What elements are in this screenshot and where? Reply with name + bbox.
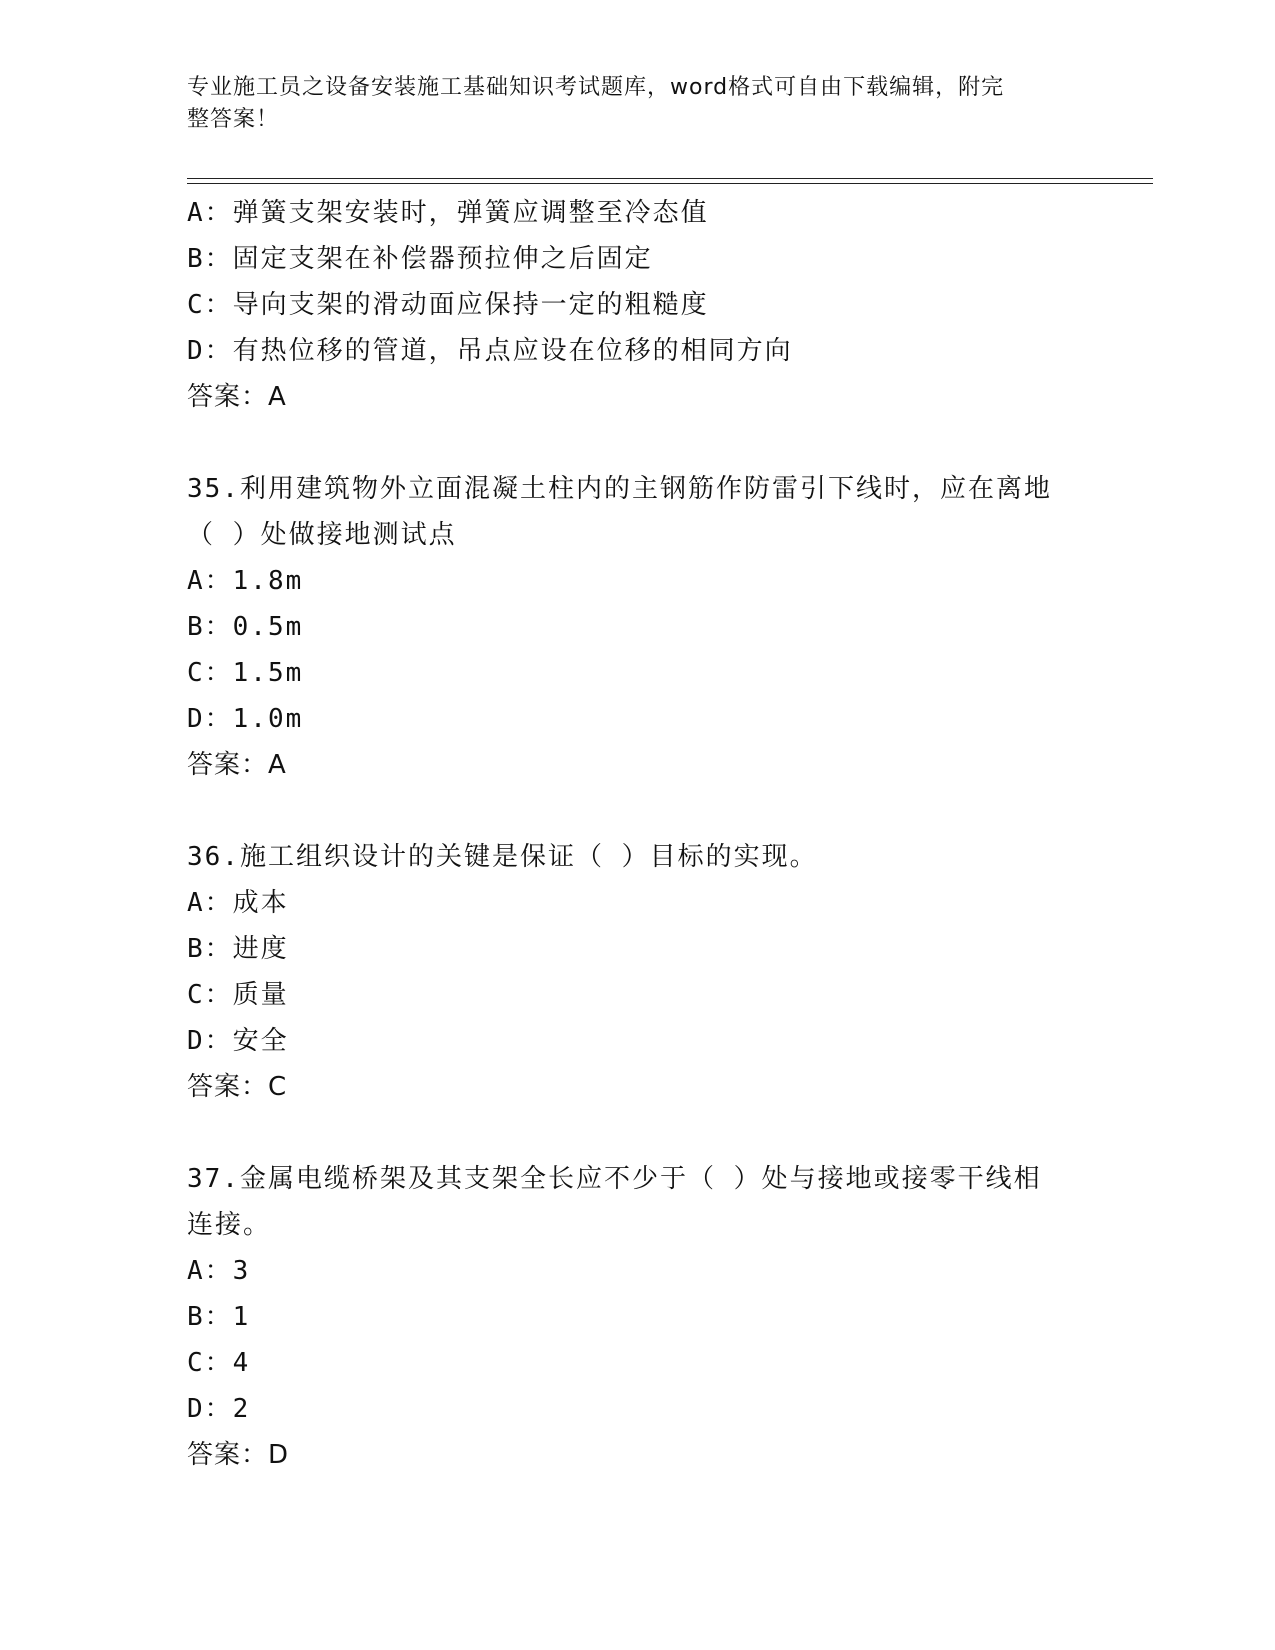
option-b: B：0.5m: [187, 612, 304, 642]
option-a: A：弹簧支架安装时，弹簧应调整至冷态值: [187, 198, 709, 228]
option-c: C：1.5m: [187, 658, 304, 688]
option-c: C：4: [187, 1348, 251, 1378]
option-b: B：固定支架在补偿器预拉伸之后固定: [187, 244, 653, 274]
document-header: [187, 72, 1087, 136]
answer: 答案：A: [187, 382, 287, 412]
question-block-prev: [187, 190, 1087, 420]
spacer: [187, 1110, 1087, 1156]
header-divider-bottom: [187, 183, 1153, 184]
option-a: A：3: [187, 1256, 251, 1286]
question-list: [187, 190, 1087, 1478]
question-stem-line-1: 35.利用建筑物外立面混凝土柱内的主钢筋作防雷引下线时，应在离地: [187, 474, 1052, 504]
question-stem-line-2: 连接。: [187, 1210, 272, 1240]
option-b: B：进度: [187, 934, 289, 964]
question-stem-line-2: （ ）处做接地测试点: [187, 520, 457, 550]
spacer: [187, 788, 1087, 834]
header-line-1: 专业施工员之设备安装施工基础知识考试题库，word格式可自由下载编辑，附完: [187, 75, 1005, 100]
answer: 答案：A: [187, 750, 287, 780]
option-d: D：1.0m: [187, 704, 304, 734]
header-line-2: 整答案！: [187, 107, 280, 132]
option-d: D：2: [187, 1394, 251, 1424]
option-a: A：1.8m: [187, 566, 304, 596]
question-stem-line-1: 36.施工组织设计的关键是保证（ ）目标的实现。: [187, 842, 818, 872]
option-c: C：导向支架的滑动面应保持一定的粗糙度: [187, 290, 709, 320]
option-c: C：质量: [187, 980, 289, 1010]
header-divider-top: [187, 178, 1153, 179]
question-block-36: [187, 834, 1087, 1110]
option-d: D：有热位移的管道，吊点应设在位移的相同方向: [187, 336, 793, 366]
option-d: D：安全: [187, 1026, 289, 1056]
option-a: A：成本: [187, 888, 289, 918]
answer: 答案：D: [187, 1440, 290, 1470]
option-b: B：1: [187, 1302, 251, 1332]
spacer: [187, 420, 1087, 466]
answer: 答案：C: [187, 1072, 288, 1102]
question-block-37: [187, 1156, 1087, 1478]
question-stem-line-1: 37.金属电缆桥架及其支架全长应不少于（ ）处与接地或接零干线相: [187, 1164, 1042, 1194]
question-block-35: [187, 466, 1087, 788]
